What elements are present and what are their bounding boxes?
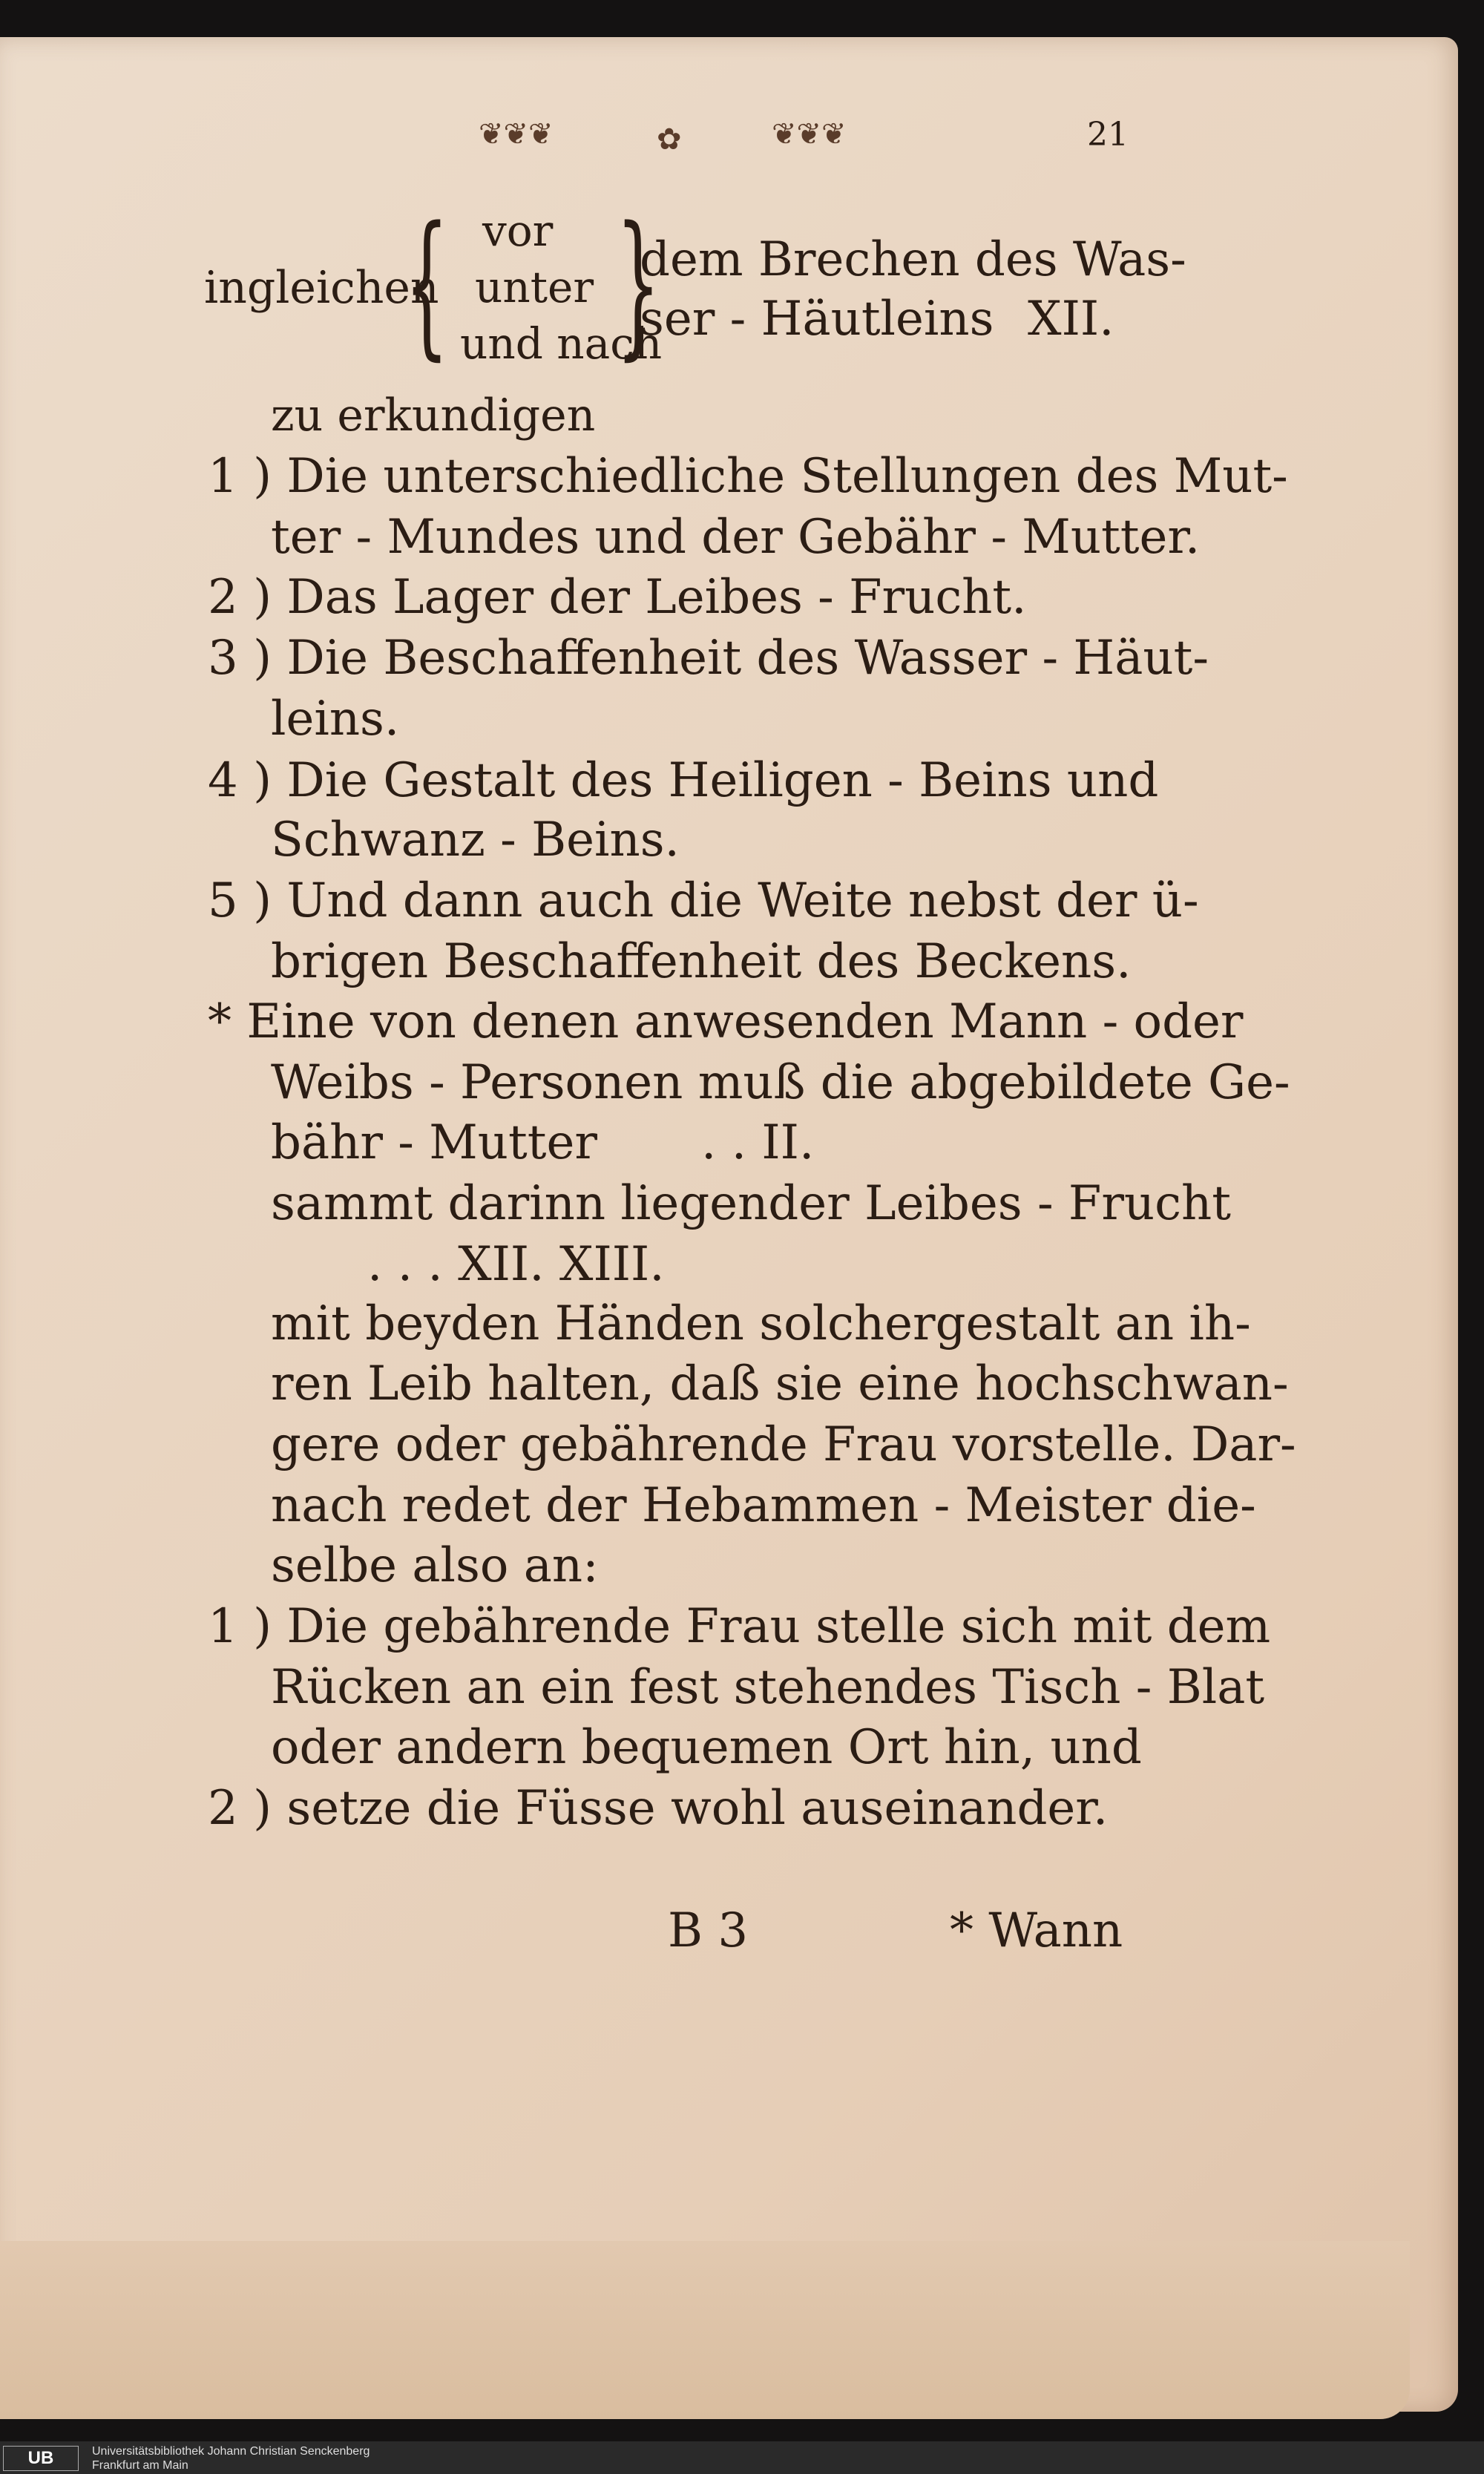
right-brace: } (616, 193, 661, 375)
ref-ii: . . II. (701, 1115, 815, 1170)
text-line: 1 ) Die unterschiedliche Stellungen des Mut- (208, 449, 1288, 504)
text-line: * Eine von denen anwesenden Mann - oder (208, 994, 1244, 1049)
text-line: 2 ) Das Lager der Leibes - Frucht. (208, 570, 1027, 625)
text-line: Schwanz - Beins. (271, 813, 680, 867)
text-line: bähr - Mutter (271, 1115, 597, 1170)
brace-option-und-nach: und nach (460, 318, 663, 369)
text-line: 4 ) Die Gestalt des Heiligen - Beins und (208, 753, 1159, 808)
library-location: Frankfurt am Main (92, 2459, 188, 2472)
brace-option-unter: unter (475, 262, 594, 312)
text-line: brigen Beschaffenheit des Beckens. (271, 934, 1132, 989)
brace-lead: ingleichen (204, 262, 439, 314)
text-line: leins. (271, 692, 400, 747)
header-ornament-right: ❦❦❦ (772, 117, 847, 151)
text-line: oder andern bequemen Ort hin, und (271, 1720, 1142, 1775)
library-logo: UB (3, 2446, 79, 2471)
text-line: 5 ) Und dann auch die Weite nebst der ü- (208, 873, 1199, 928)
signature-mark: B 3 (668, 1903, 749, 1958)
catchword: * Wann (950, 1903, 1123, 1958)
text-line: ter - Mundes und der Gebähr - Mutter. (271, 510, 1201, 565)
intro-line: zu erkundigen (271, 390, 596, 442)
text-line: 1 ) Die gebährende Frau stelle sich mit dem (208, 1599, 1271, 1654)
text-line: selbe also an: (271, 1538, 599, 1593)
page-number: 21 (1087, 116, 1129, 154)
header-ornament-left: ❦❦❦ (479, 117, 554, 151)
text-line: ren Leib halten, daß sie eine hochschwan- (271, 1356, 1289, 1411)
brace-target-line1: dem Brechen des Was- (640, 232, 1186, 287)
text-line: sammt darinn liegender Leibes - Frucht (271, 1176, 1231, 1231)
library-attribution-bar (0, 2441, 1484, 2474)
brace-target-line2: ser - Häutleins (640, 292, 994, 347)
text-line: gere oder gebährende Frau vorstelle. Dar- (271, 1417, 1296, 1472)
text-line: Rücken an ein fest stehendes Tisch - Blat (271, 1660, 1265, 1715)
text-line: 2 ) setze die Füsse wohl auseinander. (208, 1781, 1109, 1836)
library-name: Universitätsbibliothek Johann Christian Senckenberg (92, 2445, 370, 2458)
brace-ref: XII. (1028, 292, 1114, 347)
brace-option-vor: vor (482, 206, 554, 256)
left-brace: { (404, 193, 450, 375)
text-line: Weibs - Personen muß die abgebildete Ge- (271, 1055, 1290, 1110)
text-line: 3 ) Die Beschaffenheit des Wasser - Häut- (208, 631, 1209, 686)
header-ornament-center: ✿ (657, 122, 682, 157)
ref-xii-xiii: . . . XII. XIII. (367, 1237, 665, 1292)
text-line: mit beyden Händen solchergestalt an ih- (271, 1296, 1251, 1351)
text-line: nach redet der Hebammen - Meister die- (271, 1478, 1256, 1533)
